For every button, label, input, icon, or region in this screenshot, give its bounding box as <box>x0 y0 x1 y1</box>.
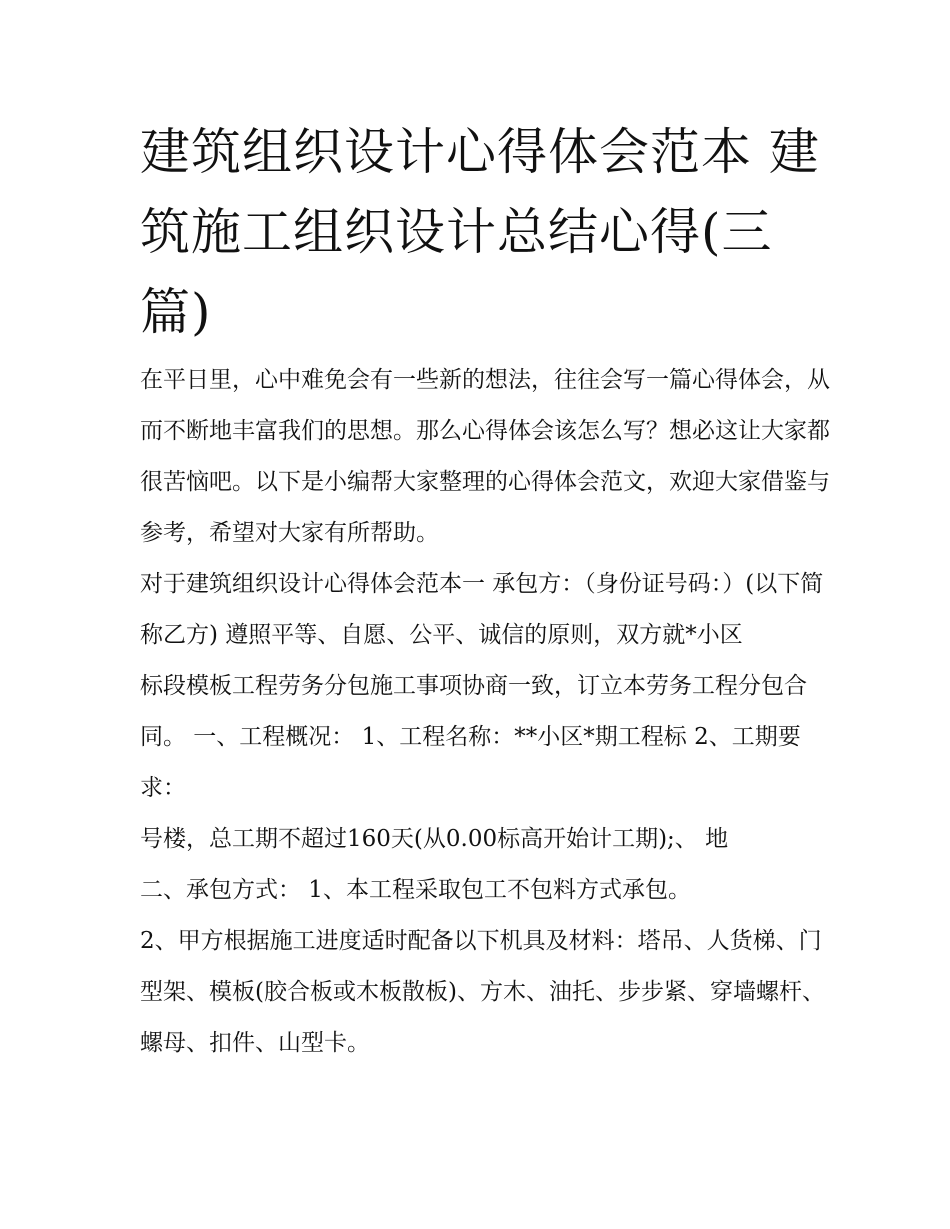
document-title: 建筑组织设计心得体会范本 建筑施工组织设计总结心得(三篇) <box>140 123 820 341</box>
materials-paragraph: 2、甲方根据施工进度适时配备以下机具及材料：塔吊、人货梯、门型架、模板(胶合板或木板散板)、方木、油托、步步紧、穿墙螺杆、螺母、扣件、山型卡。 <box>140 928 825 1056</box>
intro-paragraph: 在平日里，心中难免会有一些新的想法，往往会写一篇心得体会，从而不断地丰富我们的思想。那么心得体会该怎么写？想必这让大家都很苦恼吧。以下是小编帮大家整理的心得体会范文，欢迎大家借鉴与参考，希望对大家有所帮助。 <box>140 367 830 546</box>
document-body <box>140 355 830 1069</box>
contract-method-paragraph: 二、承包方式： 1、本工程采取包工不包料方式承包。 <box>140 877 691 903</box>
contract-intro-paragraph: 对于建筑组织设计心得体会范本一 承包方：（身份证号码：）(以下简称乙方) 遵照平等、自愿、公平、诚信的原则，双方就*小区 <box>140 571 824 648</box>
schedule-paragraph: 号楼，总工期不超过160天(从0.00标高开始计工期);、 地 <box>140 826 729 852</box>
project-overview-paragraph: 标段模板工程劳务分包施工事项协商一致，订立本劳务工程分包合同。 一、工程概况： 1、工程名称：**小区*期工程标 2、工期要求： <box>140 673 807 801</box>
